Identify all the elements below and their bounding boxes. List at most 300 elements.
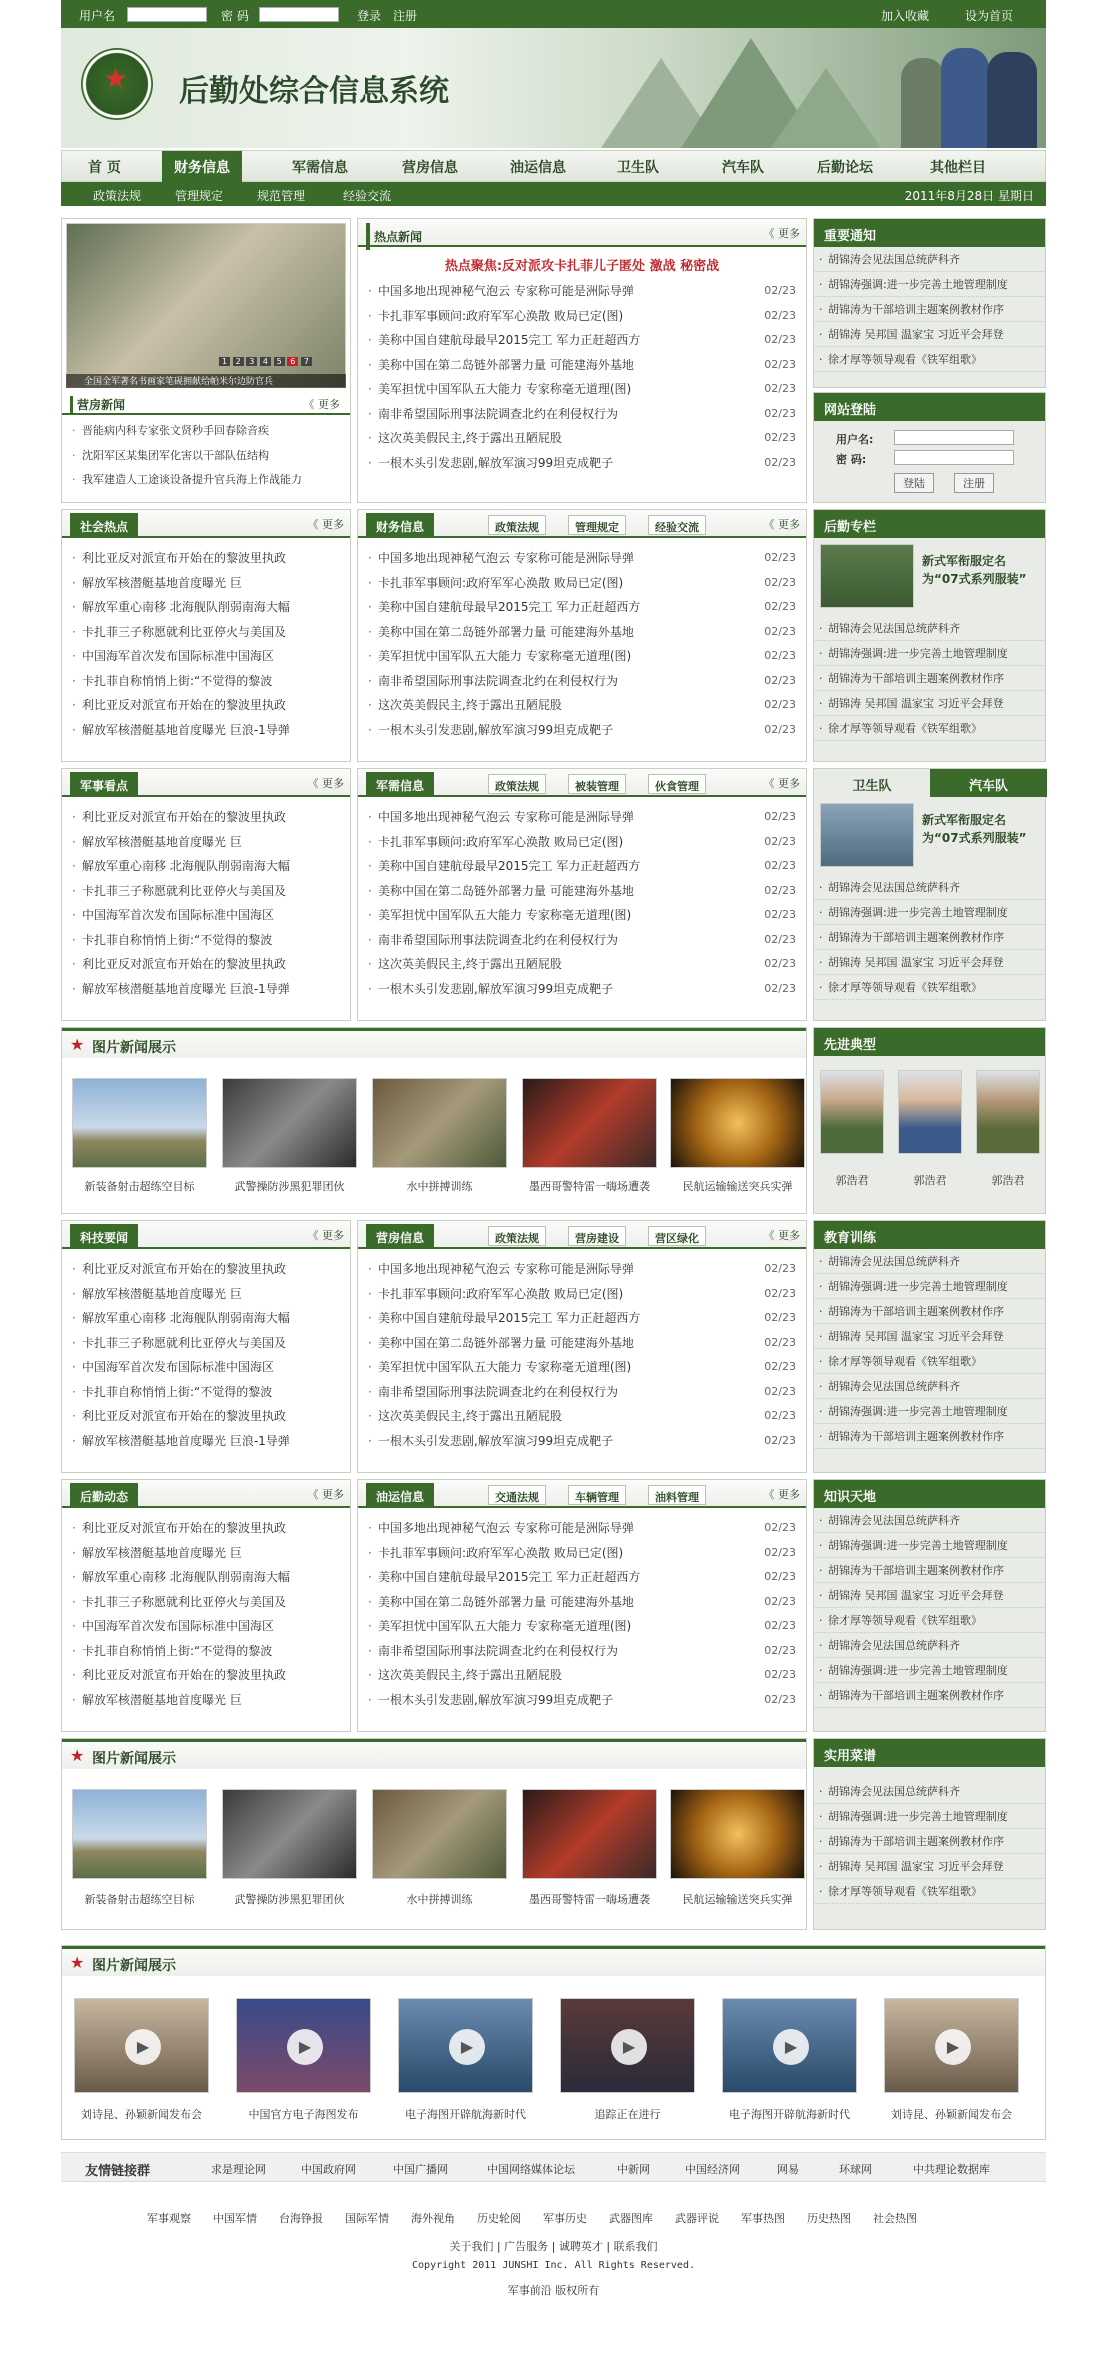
photo-news-header bbox=[62, 1028, 806, 1058]
hero-photo[interactable] bbox=[820, 1070, 884, 1154]
list-item[interactable]: · 胡锦涛 吴邦国 温家宝 习近平会拜登 bbox=[814, 691, 1045, 716]
photo-news-box bbox=[61, 1738, 807, 1930]
photo-thumb[interactable] bbox=[222, 1078, 357, 1168]
focus-page[interactable]: 5 bbox=[274, 357, 285, 366]
list-item[interactable]: · 南非希望国际刑事法院调查北约在利侵权行为 02/23 bbox=[368, 928, 796, 953]
footer-link[interactable]: 军事历史 bbox=[543, 2212, 587, 2225]
play-icon[interactable]: ▶ bbox=[935, 2029, 971, 2065]
list-item[interactable]: · 美称中国在第二岛链外部署力量 可能建海外基地 02/23 bbox=[368, 353, 796, 378]
promo-text[interactable]: 新式军衔服定名为“07式系列服装” bbox=[922, 813, 1027, 845]
list-item[interactable]: · 解放军重心南移 北海舰队削弱南海大幅 bbox=[72, 1565, 340, 1590]
nav-medical[interactable]: 卫生队 bbox=[617, 160, 659, 176]
list-item[interactable]: · 胡锦涛会见法国总统萨科齐 bbox=[814, 1633, 1045, 1658]
list-item[interactable]: · 卡扎菲三子称愿就利比亚停火与美国及 bbox=[72, 879, 340, 904]
list-item[interactable]: · 胡锦涛会见法国总统萨科齐 bbox=[814, 1249, 1045, 1274]
list-item[interactable]: · 利比亚反对派宣布开始在的黎波里执政 bbox=[72, 693, 340, 718]
list-item[interactable]: · 利比亚反对派宣布开始在的黎波里执政 bbox=[72, 1516, 340, 1541]
list-item[interactable]: · 解放军核潜艇基地首度曝光 巨浪-1导弹 bbox=[72, 977, 340, 1002]
section-tab[interactable]: 车辆管理 bbox=[568, 1485, 626, 1505]
list-item[interactable]: · 胡锦涛强调:进一步完善土地管理制度 bbox=[814, 1804, 1045, 1829]
friend-link[interactable]: 求是理论网 bbox=[211, 2163, 266, 2176]
list-item[interactable]: · 南非希望国际刑事法院调查北约在利侵权行为 02/23 bbox=[368, 669, 796, 694]
list-item[interactable]: · 徐才厚等领导观看《铁军组歌》 bbox=[814, 1879, 1045, 1904]
list-item[interactable]: · 胡锦涛会见法国总统萨科齐 bbox=[814, 1508, 1045, 1533]
list-item[interactable]: · 解放军核潜艇基地首度曝光 巨 bbox=[72, 1688, 340, 1713]
list-item[interactable]: · 晋能病内科专家张文贤秒手回春除音疾 bbox=[72, 419, 340, 444]
focus-page[interactable]: 7 bbox=[301, 357, 312, 366]
current-date: 2011年8月28日 星期日 bbox=[904, 189, 1034, 203]
photo-news-box bbox=[61, 1027, 807, 1214]
medical-motor-box bbox=[813, 768, 1046, 1021]
list-item[interactable]: · 利比亚反对派宣布开始在的黎波里执政 bbox=[72, 546, 340, 571]
list-item[interactable]: · 这次英美假民主,终于露出丑陋屁股 02/23 bbox=[368, 952, 796, 977]
mountain-graphic bbox=[771, 68, 881, 148]
photo-thumb[interactable] bbox=[522, 1789, 657, 1879]
more-link[interactable]: 《 更多 bbox=[307, 1229, 344, 1242]
more-link[interactable]: 《 更多 bbox=[307, 518, 344, 531]
friend-link[interactable]: 中国经济网 bbox=[685, 2163, 740, 2176]
list-item[interactable]: · 解放军重心南移 北海舰队削弱南海大幅 bbox=[72, 854, 340, 879]
nav-fuel[interactable]: 油运信息 bbox=[510, 160, 566, 176]
video-thumb[interactable] bbox=[398, 1998, 533, 2093]
nav-forum[interactable]: 后勤论坛 bbox=[817, 160, 873, 176]
list-item[interactable]: · 解放军核潜艇基地首度曝光 巨浪-1导弹 bbox=[72, 718, 340, 743]
notice-item[interactable]: · 胡锦涛为干部培训主题案例教材作序 bbox=[814, 297, 1045, 322]
friend-link[interactable]: 中国广播网 bbox=[393, 2163, 448, 2176]
video-news-title: 图片新闻展示 bbox=[92, 1958, 176, 1974]
section-tab[interactable]: 管理规定 bbox=[568, 515, 626, 535]
banner bbox=[61, 28, 1046, 148]
video-thumb[interactable] bbox=[236, 1998, 371, 2093]
list-item[interactable]: · 南非希望国际刑事法院调查北约在利侵权行为 02/23 bbox=[368, 1639, 796, 1664]
list-item[interactable]: · 卡扎菲三子称愿就利比亚停火与美国及 bbox=[72, 620, 340, 645]
video-caption[interactable]: 中国官方电子海图发布 bbox=[248, 2108, 359, 2121]
section-title: 财务信息 bbox=[366, 513, 434, 538]
list-item[interactable]: · 利比亚反对派宣布开始在的黎波里执政 bbox=[72, 952, 340, 977]
footer-link[interactable]: 军事观察 bbox=[147, 2212, 191, 2225]
section-title: 军需信息 bbox=[366, 772, 434, 797]
footer-links bbox=[61, 2210, 1046, 2230]
more-link[interactable]: 《 更多 bbox=[307, 1488, 344, 1501]
list-item[interactable]: · 利比亚反对派宣布开始在的黎波里执政 bbox=[72, 1663, 340, 1688]
list-item[interactable]: · 卡扎菲三子称愿就利比亚停火与美国及 bbox=[72, 1331, 340, 1356]
footer-links2: 关于我们 | 广告服务 | 诚聘英才 | 联系我们 bbox=[449, 2240, 658, 2253]
photo-caption[interactable]: 民航运输输送突兵实弹 bbox=[682, 1893, 793, 1906]
video-thumb[interactable] bbox=[722, 1998, 857, 2093]
list-item[interactable]: · 美称中国自建航母最早2015完工 军力正赶超西方 02/23 bbox=[368, 1306, 796, 1331]
play-icon[interactable]: ▶ bbox=[773, 2029, 809, 2065]
list-item[interactable]: · 中国海军首次发布国际标准中国海区 bbox=[72, 1614, 340, 1639]
focus-caption: 全国全军著名书画家笔砚拥献给帕米尔边防官兵 bbox=[66, 374, 346, 388]
video-thumb[interactable] bbox=[74, 1998, 209, 2093]
section-tab[interactable]: 营区绿化 bbox=[648, 1226, 706, 1246]
section-tab[interactable]: 营房建设 bbox=[568, 1226, 626, 1246]
army-emblem-icon: ★ bbox=[81, 48, 153, 120]
list-item[interactable]: · 这次英美假民主,终于露出丑陋屁股 02/23 bbox=[368, 1404, 796, 1429]
video-caption[interactable]: 追踪正在进行 bbox=[594, 2108, 661, 2121]
section-tab[interactable]: 经验交流 bbox=[648, 515, 706, 535]
list-item[interactable]: · 美军担忧中国军队五大能力 专家称毫无道理(图) 02/23 bbox=[368, 903, 796, 928]
news-list bbox=[368, 805, 796, 1001]
hero-name[interactable]: 郭浩君 bbox=[913, 1174, 947, 1187]
list-item[interactable]: · 胡锦涛为干部培训主题案例教材作序 bbox=[814, 1829, 1045, 1854]
play-icon[interactable]: ▶ bbox=[287, 2029, 323, 2065]
add-favorite-link[interactable]: 加入收藏 bbox=[881, 9, 930, 23]
finance-box bbox=[357, 509, 807, 762]
hot-news-box bbox=[357, 218, 807, 503]
list-item[interactable]: · 胡锦涛会见法国总统萨科齐 bbox=[814, 1374, 1045, 1399]
list-item[interactable]: · 胡锦涛为干部培训主题案例教材作序 bbox=[814, 666, 1045, 691]
footer-about[interactable]: 关于我们 bbox=[449, 2240, 494, 2253]
video-caption[interactable]: 刘诗昆、孙颖新闻发布会 bbox=[891, 2108, 1012, 2121]
login-user-input[interactable] bbox=[894, 430, 1014, 445]
friend-links-bar bbox=[61, 2152, 1046, 2182]
more-link[interactable]: 《 更多 bbox=[303, 398, 340, 411]
list-item[interactable]: · 胡锦涛为干部培训主题案例教材作序 bbox=[814, 1683, 1045, 1708]
nav-barracks[interactable]: 营房信息 bbox=[402, 160, 458, 176]
hot-headline[interactable]: 热点聚焦:反对派攻卡扎菲儿子匿处 激战 秘密战 bbox=[444, 259, 720, 274]
play-icon[interactable]: ▶ bbox=[611, 2029, 647, 2065]
footer-link[interactable]: 武器图库 bbox=[609, 2212, 653, 2225]
list-item[interactable]: · 胡锦涛为干部培训主题案例教材作序 bbox=[814, 1299, 1045, 1324]
section-title: 社会热点 bbox=[70, 513, 138, 538]
list-item[interactable]: · 中国多地出现神秘气泡云 专家称可能是洲际导弹 02/23 bbox=[368, 805, 796, 830]
list-item[interactable]: · 卡扎菲军事顾问:政府军军心涣散 败局已定(图) 02/23 bbox=[368, 1541, 796, 1566]
focus-page[interactable]: 3 bbox=[246, 357, 257, 366]
subnav-rules[interactable]: 管理规定 bbox=[175, 189, 224, 203]
footer-jobs[interactable]: 诚聘英才 bbox=[558, 2240, 603, 2253]
focus-page[interactable]: 2 bbox=[233, 357, 244, 366]
section-header bbox=[358, 510, 806, 538]
section-tab[interactable]: 被装管理 bbox=[568, 774, 626, 794]
photo-caption[interactable]: 墨西哥警特雷一嗨场遭袭 bbox=[529, 1893, 650, 1906]
news-list bbox=[368, 546, 796, 742]
video-caption[interactable]: 刘诗昆、孙颖新闻发布会 bbox=[81, 2108, 202, 2121]
promo-text[interactable]: 新式军衔服定名为“07式系列服装” bbox=[922, 554, 1027, 586]
section-tab[interactable]: 油料管理 bbox=[648, 1485, 706, 1505]
notice-item[interactable]: · 徐才厚等领导观看《铁军组歌》 bbox=[814, 347, 1045, 372]
more-link[interactable]: 《 更多 bbox=[763, 777, 800, 790]
list-item[interactable]: · 一根木头引发悲剧,解放军演习99坦克成靶子 02/23 bbox=[368, 1688, 796, 1713]
section-header bbox=[62, 510, 350, 538]
photo-news-title: 图片新闻展示 bbox=[92, 1040, 176, 1056]
footer-link[interactable]: 海外视角 bbox=[411, 2212, 455, 2225]
list-item[interactable]: · 胡锦涛为干部培训主题案例教材作序 bbox=[814, 1424, 1045, 1449]
photo-caption[interactable]: 新装备射击超练空目标 bbox=[84, 1893, 195, 1906]
friend-link[interactable]: 中国政府网 bbox=[301, 2163, 356, 2176]
list-item[interactable]: · 美军担忧中国军队五大能力 专家称毫无道理(图) 02/23 bbox=[368, 1355, 796, 1380]
footer-ads[interactable]: 广告服务 bbox=[504, 2240, 549, 2253]
list-item[interactable]: · 这次英美假民主,终于露出丑陋屁股 02/23 bbox=[368, 1663, 796, 1688]
notice-item[interactable]: · 胡锦涛强调:进一步完善土地管理制度 bbox=[814, 272, 1045, 297]
nav-other[interactable]: 其他栏目 bbox=[930, 160, 986, 176]
hero-name[interactable]: 郭浩君 bbox=[991, 1174, 1025, 1187]
list-item[interactable]: · 胡锦涛强调:进一步完善土地管理制度 bbox=[814, 1274, 1045, 1299]
section-tab[interactable]: 伙食管理 bbox=[648, 774, 706, 794]
footer-link[interactable]: 武器评说 bbox=[675, 2212, 719, 2225]
video-news-header bbox=[62, 1946, 1045, 1976]
more-link[interactable]: 《 更多 bbox=[307, 777, 344, 790]
fuel-box bbox=[357, 1479, 807, 1732]
list-item[interactable]: · 美称中国自建航母最早2015完工 军力正赶超西方 02/23 bbox=[368, 1565, 796, 1590]
notice-item[interactable]: · 胡锦涛会见法国总统萨科齐 bbox=[814, 247, 1045, 272]
list-item[interactable]: · 解放军核潜艇基地首度曝光 巨 bbox=[72, 830, 340, 855]
notice-box bbox=[813, 218, 1046, 388]
subnav-standard[interactable]: 规范管理 bbox=[257, 189, 306, 203]
list-item[interactable]: · 解放军重心南移 北海舰队削弱南海大幅 bbox=[72, 595, 340, 620]
recipes-box bbox=[813, 1738, 1046, 1930]
tech-box bbox=[61, 1220, 351, 1473]
section-tab[interactable]: 政策法规 bbox=[488, 774, 546, 794]
subnav-policy[interactable]: 政策法规 bbox=[93, 189, 142, 203]
play-icon[interactable]: ▶ bbox=[449, 2029, 485, 2065]
news-list bbox=[72, 1257, 340, 1453]
subnav-experience[interactable]: 经验交流 bbox=[343, 189, 392, 203]
list-item[interactable]: · 一根木头引发悲剧,解放军演习99坦克成靶子 02/23 bbox=[368, 1429, 796, 1454]
list-item[interactable]: · 中国海军首次发布国际标准中国海区 bbox=[72, 644, 340, 669]
news-list bbox=[368, 1516, 796, 1712]
login-register-button[interactable]: 注册 bbox=[954, 473, 994, 493]
list-item[interactable]: · 卡扎菲军事顾问:政府军军心涣散 败局已定(图) 02/23 bbox=[368, 304, 796, 329]
site-title: 后勤处综合信息系统 bbox=[179, 74, 449, 109]
focus-page[interactable]: 1 bbox=[219, 357, 230, 366]
list-item[interactable]: · 一根木头引发悲剧,解放军演习99坦克成靶子 02/23 bbox=[368, 451, 796, 476]
photo-caption[interactable]: 水中拼搏训练 bbox=[406, 1893, 473, 1906]
video-news-box bbox=[61, 1945, 1046, 2140]
list-item[interactable]: · 南非希望国际刑事法院调查北约在利侵权行为 02/23 bbox=[368, 1380, 796, 1405]
hot-news-header bbox=[358, 219, 806, 247]
site-owner: 军事前沿 版权所有 bbox=[507, 2284, 600, 2297]
hero-photo[interactable] bbox=[976, 1070, 1040, 1154]
video-caption[interactable]: 电子海图开辟航海新时代 bbox=[729, 2108, 850, 2121]
list-item[interactable]: · 一根木头引发悲剧,解放军演习99坦克成靶子 02/23 bbox=[368, 718, 796, 743]
list-item[interactable]: · 卡扎菲三子称愿就利比亚停火与美国及 bbox=[72, 1590, 340, 1615]
friend-link[interactable]: 中共理论数据库 bbox=[913, 2163, 990, 2176]
photo-thumb[interactable] bbox=[670, 1078, 805, 1168]
photo-thumb[interactable] bbox=[72, 1078, 207, 1168]
section-header bbox=[62, 1221, 350, 1249]
promo-image[interactable] bbox=[820, 544, 914, 608]
nav-supply[interactable]: 军需信息 bbox=[292, 160, 348, 176]
side-list bbox=[814, 875, 1045, 1000]
list-item[interactable]: · 美称中国自建航母最早2015完工 军力正赶超西方 02/23 bbox=[368, 595, 796, 620]
more-link[interactable]: 《 更多 bbox=[763, 1488, 800, 1501]
promo-image[interactable] bbox=[820, 803, 914, 867]
friend-link[interactable]: 中国网络媒体论坛 bbox=[487, 2163, 575, 2176]
supply-box bbox=[357, 768, 807, 1021]
photo-thumb[interactable] bbox=[372, 1078, 507, 1168]
list-item[interactable]: · 沈阳军区某集团军化害以干部队伍结构 bbox=[72, 444, 340, 469]
video-thumb[interactable] bbox=[560, 1998, 695, 2093]
yingfang-news-title: 营房新闻 bbox=[70, 396, 125, 413]
register-button[interactable]: 注册 bbox=[393, 9, 418, 23]
section-title: 科技要闻 bbox=[70, 1224, 138, 1249]
footer-link[interactable]: 军事热图 bbox=[741, 2212, 785, 2225]
login-submit-button[interactable]: 登陆 bbox=[894, 473, 934, 493]
list-item[interactable]: · 中国多地出现神秘气泡云 专家称可能是洲际导弹 02/23 bbox=[368, 1516, 796, 1541]
section-header bbox=[358, 1480, 806, 1508]
more-link[interactable]: 《 更多 bbox=[763, 1229, 800, 1242]
list-item[interactable]: · 这次英美假民主,终于露出丑陋屁股 02/23 bbox=[368, 693, 796, 718]
logistics-column-box bbox=[813, 509, 1046, 762]
hot-news-title: 热点新闻 bbox=[366, 223, 426, 250]
video-caption[interactable]: 电子海图开辟航海新时代 bbox=[405, 2108, 526, 2121]
photo-thumb[interactable] bbox=[670, 1789, 805, 1879]
education-box bbox=[813, 1220, 1046, 1473]
list-item[interactable]: · 徐才厚等领导观看《铁军组歌》 bbox=[814, 716, 1045, 741]
list-item[interactable]: · 卡扎菲自称悄悄上街:“不觉得的黎波 bbox=[72, 928, 340, 953]
photo-caption[interactable]: 新装备射击超练空目标 bbox=[84, 1180, 195, 1193]
footer-contact[interactable]: 联系我们 bbox=[613, 2240, 658, 2253]
list-item[interactable]: · 胡锦涛 吴邦国 温家宝 习近平会拜登 bbox=[814, 1854, 1045, 1879]
list-item[interactable]: · 徐才厚等领导观看《铁军组歌》 bbox=[814, 1608, 1045, 1633]
friend-links-title: 友情链接群 bbox=[85, 2164, 151, 2179]
news-list bbox=[72, 546, 340, 742]
section-tab[interactable]: 交通法规 bbox=[488, 1485, 546, 1505]
star-icon: ★ bbox=[70, 1746, 85, 1765]
section-tab[interactable]: 政策法规 bbox=[488, 515, 546, 535]
list-item[interactable]: · 胡锦涛强调:进一步完善土地管理制度 bbox=[814, 1399, 1045, 1424]
list-item[interactable]: · 胡锦涛 吴邦国 温家宝 习近平会拜登 bbox=[814, 950, 1045, 975]
section-title: 知识天地 bbox=[814, 1480, 1045, 1508]
more-link[interactable]: 《 更多 bbox=[763, 227, 800, 240]
list-item[interactable]: · 胡锦涛为干部培训主题案例教材作序 bbox=[814, 925, 1045, 950]
friend-link[interactable]: 中新网 bbox=[617, 2163, 650, 2176]
list-item[interactable]: · 胡锦涛强调:进一步完善土地管理制度 bbox=[814, 641, 1045, 666]
photo-caption[interactable]: 武警操防涉黑犯罪团伙 bbox=[234, 1180, 345, 1193]
login-pass-input[interactable] bbox=[894, 450, 1014, 465]
section-header bbox=[62, 769, 350, 797]
more-link[interactable]: 《 更多 bbox=[763, 518, 800, 531]
play-icon[interactable]: ▶ bbox=[125, 2029, 161, 2065]
list-item[interactable]: · 胡锦涛 吴邦国 温家宝 习近平会拜登 bbox=[814, 1583, 1045, 1608]
tab-medical[interactable]: 卫生队 bbox=[814, 769, 930, 797]
list-item[interactable]: · 我军建造人工途谈设备提升官兵海上作战能力 bbox=[72, 468, 340, 493]
set-homepage-link[interactable]: 设为首页 bbox=[965, 9, 1014, 23]
login-pass-label: 密 码: bbox=[836, 453, 867, 466]
list-item[interactable]: · 胡锦涛强调:进一步完善土地管理制度 bbox=[814, 900, 1045, 925]
photo-caption[interactable]: 水中拼搏训练 bbox=[406, 1180, 473, 1193]
footer-link[interactable]: 历史热图 bbox=[807, 2212, 851, 2225]
footer-link[interactable]: 社会热图 bbox=[873, 2212, 917, 2225]
list-item[interactable]: · 胡锦涛会见法国总统萨科齐 bbox=[814, 616, 1045, 641]
login-button[interactable]: 登录 bbox=[357, 9, 382, 23]
sub-nav bbox=[61, 182, 1046, 206]
list-item[interactable]: · 美称中国自建航母最早2015完工 军力正赶超西方 02/23 bbox=[368, 328, 796, 353]
list-item[interactable]: · 解放军核潜艇基地首度曝光 巨 bbox=[72, 1541, 340, 1566]
list-item[interactable]: · 美称中国在第二岛链外部署力量 可能建海外基地 02/23 bbox=[368, 1590, 796, 1615]
list-item[interactable]: · 美称中国在第二岛链外部署力量 可能建海外基地 02/23 bbox=[368, 1331, 796, 1356]
password-input[interactable] bbox=[259, 7, 339, 22]
list-item[interactable]: · 卡扎菲军事顾问:政府军军心涣散 败局已定(图) 02/23 bbox=[368, 1282, 796, 1307]
nav-home[interactable]: 首 页 bbox=[88, 160, 121, 176]
username-input[interactable] bbox=[127, 7, 207, 22]
list-item[interactable]: · 胡锦涛会见法国总统萨科齐 bbox=[814, 1779, 1045, 1804]
photo-thumb[interactable] bbox=[372, 1789, 507, 1879]
list-item[interactable]: · 卡扎菲军事顾问:政府军军心涣散 败局已定(图) 02/23 bbox=[368, 571, 796, 596]
list-item[interactable]: · 解放军核潜艇基地首度曝光 巨浪-1导弹 bbox=[72, 1429, 340, 1454]
notice-item[interactable]: · 胡锦涛 吴邦国 温家宝 习近平会拜登 bbox=[814, 322, 1045, 347]
friend-link[interactable]: 网易 bbox=[777, 2163, 799, 2176]
list-item[interactable]: · 胡锦涛为干部培训主题案例教材作序 bbox=[814, 1558, 1045, 1583]
photo-thumb[interactable] bbox=[522, 1078, 657, 1168]
list-item[interactable]: · 中国海军首次发布国际标准中国海区 bbox=[72, 903, 340, 928]
section-tab[interactable]: 政策法规 bbox=[488, 1226, 546, 1246]
list-item[interactable]: · 利比亚反对派宣布开始在的黎波里执政 bbox=[72, 805, 340, 830]
hero-name[interactable]: 郭浩君 bbox=[835, 1174, 869, 1187]
list-item[interactable]: · 美称中国在第二岛链外部署力量 可能建海外基地 02/23 bbox=[368, 879, 796, 904]
list-item[interactable]: · 胡锦涛 吴邦国 温家宝 习近平会拜登 bbox=[814, 1324, 1045, 1349]
top-bar bbox=[61, 0, 1046, 28]
focus-page[interactable]: 6 bbox=[287, 357, 298, 366]
news-list bbox=[72, 1516, 340, 1712]
list-item[interactable]: · 美军担忧中国军队五大能力 专家称毫无道理(图) 02/23 bbox=[368, 1614, 796, 1639]
list-item[interactable]: · 卡扎菲军事顾问:政府军军心涣散 败局已定(图) 02/23 bbox=[368, 830, 796, 855]
photo-caption[interactable]: 墨西哥警特雷一嗨场遭袭 bbox=[529, 1180, 650, 1193]
list-item[interactable]: · 美称中国自建航母最早2015完工 军力正赶超西方 02/23 bbox=[368, 854, 796, 879]
photo-thumb[interactable] bbox=[222, 1789, 357, 1879]
list-item[interactable]: · 中国多地出现神秘气泡云 专家称可能是洲际导弹 02/23 bbox=[368, 546, 796, 571]
video-thumb[interactable] bbox=[884, 1998, 1019, 2093]
list-item[interactable]: · 胡锦涛会见法国总统萨科齐 bbox=[814, 875, 1045, 900]
nav-finance[interactable]: 财务信息 bbox=[162, 151, 242, 183]
list-item[interactable]: · 徐才厚等领导观看《铁军组歌》 bbox=[814, 1349, 1045, 1374]
list-item[interactable]: · 卡扎菲自称悄悄上街:“不觉得的黎波 bbox=[72, 1639, 340, 1664]
logistics-news-box bbox=[61, 1479, 351, 1732]
list-item[interactable]: · 美军担忧中国军队五大能力 专家称毫无道理(图) 02/23 bbox=[368, 377, 796, 402]
photo-caption[interactable]: 武警操防涉黑犯罪团伙 bbox=[234, 1893, 345, 1906]
yingfang-news-list bbox=[72, 419, 340, 493]
list-item[interactable]: · 这次英美假民主,终于露出丑陋屁股 02/23 bbox=[368, 426, 796, 451]
copyright: Copyright 2011 JUNSHI Inc. All Rights Reserved. bbox=[412, 2260, 695, 2271]
list-item[interactable]: · 解放军核潜艇基地首度曝光 巨 bbox=[72, 571, 340, 596]
list-item[interactable]: · 中国多地出现神秘气泡云 专家称可能是洲际导弹 02/23 bbox=[368, 279, 796, 304]
focus-page[interactable]: 4 bbox=[260, 357, 271, 366]
footer-link[interactable]: 中国军情 bbox=[213, 2212, 257, 2225]
tab-motor[interactable]: 汽车队 bbox=[930, 769, 1047, 797]
list-item[interactable]: · 胡锦涛强调:进一步完善土地管理制度 bbox=[814, 1658, 1045, 1683]
list-item[interactable]: · 中国海军首次发布国际标准中国海区 bbox=[72, 1355, 340, 1380]
footer-link[interactable]: 历史轮阅 bbox=[477, 2212, 521, 2225]
list-item[interactable]: · 利比亚反对派宣布开始在的黎波里执政 bbox=[72, 1257, 340, 1282]
section-header bbox=[358, 1221, 806, 1249]
friend-link[interactable]: 环球网 bbox=[839, 2163, 872, 2176]
list-item[interactable]: · 解放军核潜艇基地首度曝光 巨 bbox=[72, 1282, 340, 1307]
section-title: 教育训练 bbox=[814, 1221, 1045, 1249]
list-item[interactable]: · 解放军重心南移 北海舰队削弱南海大幅 bbox=[72, 1306, 340, 1331]
hot-news-list bbox=[368, 279, 796, 475]
list-item[interactable]: · 美称中国在第二岛链外部署力量 可能建海外基地 02/23 bbox=[368, 620, 796, 645]
list-item[interactable]: · 中国多地出现神秘气泡云 专家称可能是洲际导弹 02/23 bbox=[368, 1257, 796, 1282]
list-item[interactable]: · 南非希望国际刑事法院调查北约在利侵权行为 02/23 bbox=[368, 402, 796, 427]
list-item[interactable]: · 卡扎菲自称悄悄上街:“不觉得的黎波 bbox=[72, 669, 340, 694]
photo-caption[interactable]: 民航运输输送突兵实弹 bbox=[682, 1180, 793, 1193]
list-item[interactable]: · 利比亚反对派宣布开始在的黎波里执政 bbox=[72, 1404, 340, 1429]
list-item[interactable]: · 卡扎菲自称悄悄上街:“不觉得的黎波 bbox=[72, 1380, 340, 1405]
photo-thumb[interactable] bbox=[72, 1789, 207, 1879]
list-item[interactable]: · 胡锦涛强调:进一步完善土地管理制度 bbox=[814, 1533, 1045, 1558]
footer-link[interactable]: 台海铮报 bbox=[279, 2212, 323, 2225]
star-icon: ★ bbox=[70, 1953, 85, 1972]
list-item[interactable]: · 一根木头引发悲剧,解放军演习99坦克成靶子 02/23 bbox=[368, 977, 796, 1002]
footer-link[interactable]: 国际军情 bbox=[345, 2212, 389, 2225]
model-figures-box bbox=[813, 1027, 1046, 1214]
nav-motor[interactable]: 汽车队 bbox=[722, 160, 764, 176]
hero-photo[interactable] bbox=[898, 1070, 962, 1154]
section-title: 后勤专栏 bbox=[814, 510, 1045, 538]
list-item[interactable]: · 徐才厚等领导观看《铁军组歌》 bbox=[814, 975, 1045, 1000]
list-item[interactable]: · 美军担忧中国军队五大能力 专家称毫无道理(图) 02/23 bbox=[368, 644, 796, 669]
